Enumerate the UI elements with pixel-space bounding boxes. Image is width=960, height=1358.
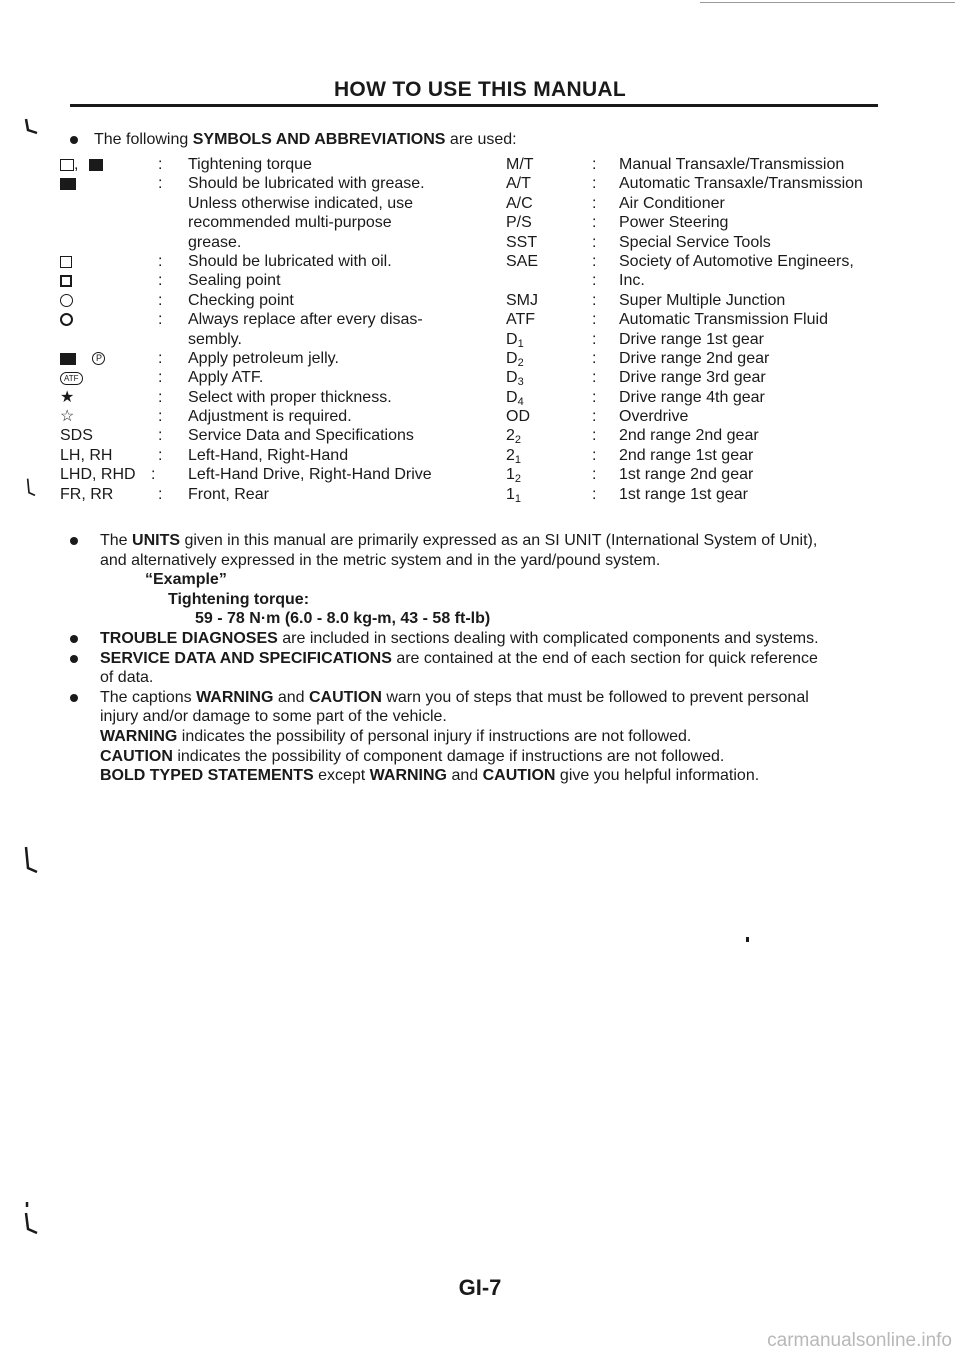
grease-icon bbox=[60, 353, 76, 365]
oil-can-icon bbox=[60, 256, 72, 268]
sds-paragraph: SERVICE DATA AND SPECIFICATIONS are contained at the end of each section for quick reference of data. bbox=[70, 649, 900, 688]
watermark: carmanualsonline.info bbox=[767, 1330, 952, 1351]
units-paragraph: The UNITS given in this manual are primarily expressed as an SI UNIT (International System of Unit), and alternatively expressed in the metric system and in the yard/pound system. bbox=[70, 531, 900, 570]
replace-part-icon bbox=[60, 313, 73, 326]
margin-mark bbox=[22, 118, 40, 138]
margin-mark bbox=[22, 1200, 40, 1238]
margin-mark bbox=[22, 845, 40, 877]
bullet-icon bbox=[70, 635, 78, 643]
bullet-icon bbox=[70, 537, 78, 545]
stray-mark bbox=[746, 937, 749, 942]
example-title: Tightening torque: bbox=[168, 590, 310, 608]
title-rule bbox=[70, 104, 878, 107]
star-solid-icon: ★ bbox=[60, 388, 75, 406]
sealing-point-icon bbox=[60, 275, 72, 287]
top-rule bbox=[700, 2, 955, 3]
trouble-paragraph: TROUBLE DIAGNOSES are included in sections dealing with complicated components and systems. bbox=[70, 629, 900, 649]
example-label: “Example” bbox=[145, 571, 227, 589]
bullet-icon bbox=[70, 136, 78, 144]
body-text bbox=[70, 531, 900, 786]
intro-line: The following SYMBOLS AND ABBREVIATIONS are used: bbox=[70, 131, 517, 149]
captions-paragraph: The captions WARNING and CAUTION warn you of steps that must be followed to prevent personal injury and/or damage to some part of the vehicle. WARNING indicates the possibility of personal injury if instructions are not followed. CAUTION indicates the possibility of component damage if instructions are not followed. BOLD TYPED STATEMENTS except WARNING and CAUTION give you helpful information. bbox=[70, 688, 900, 786]
star-outline-icon: ☆ bbox=[60, 408, 75, 426]
tightening-torque-icon bbox=[60, 159, 74, 171]
page-number: GI-7 bbox=[458, 1275, 502, 1300]
torque-specified-icon bbox=[89, 159, 103, 171]
margin-mark bbox=[22, 478, 40, 498]
grease-icon bbox=[60, 178, 76, 190]
atf-icon: ATF bbox=[60, 372, 83, 385]
example-value: 59 - 78 N·m (6.0 - 8.0 kg-m, 43 - 58 ft-lb) bbox=[195, 610, 491, 628]
bullet-icon bbox=[70, 655, 78, 663]
checking-point-icon bbox=[60, 294, 73, 307]
page-title: HOW TO USE THIS MANUAL bbox=[333, 78, 627, 101]
petroleum-jelly-icon: P bbox=[92, 352, 105, 365]
bullet-icon bbox=[70, 694, 78, 702]
